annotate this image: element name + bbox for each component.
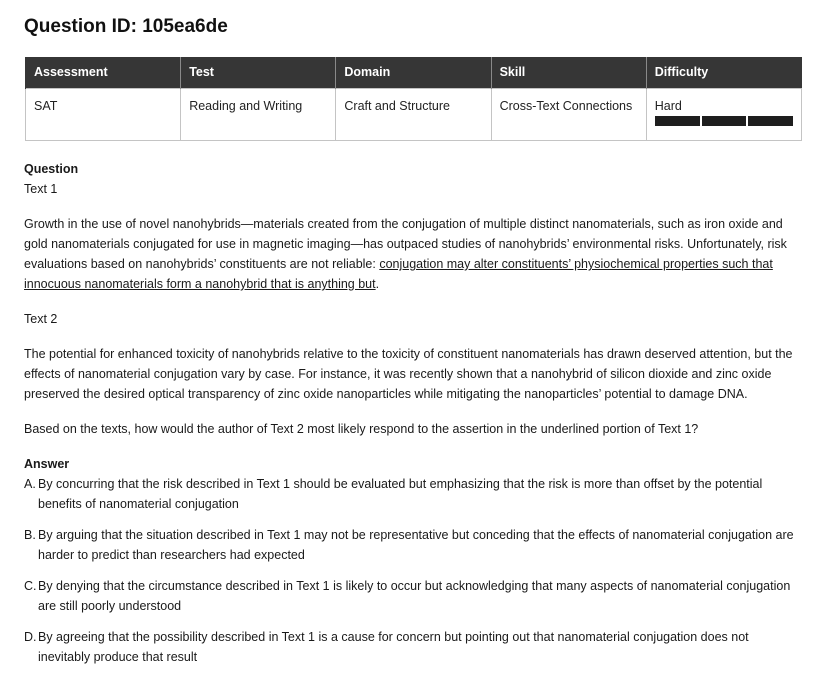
- difficulty-meter: [655, 116, 793, 126]
- choice-text: By concurring that the risk described in Text 1 should be evaluated but emphasizing that the risk is more than offset by the potential benefits of nanomaterial conjugation: [38, 477, 763, 511]
- text1-label: Text 1: [24, 182, 58, 196]
- page-title: Question ID: 105ea6de: [24, 16, 228, 37]
- answer-choices: [24, 474, 804, 667]
- choice-text: By agreeing that the possibility described in Text 1 is a cause for concern but pointing out that nanomaterial conjugation does not inevitably produce that result: [38, 630, 749, 664]
- text1-passage: [24, 214, 804, 294]
- value-skill: Cross-Text Connections: [491, 88, 646, 140]
- difficulty-label: Hard: [654, 98, 682, 113]
- meta-header-row: [26, 57, 802, 88]
- question-meta-table: [25, 57, 802, 141]
- difficulty-bar: [655, 116, 700, 126]
- text1-underlined: conjugation may alter constituents’ physiochemical properties such that innocuous nanomaterials form a nanohybrid that is anything but: [24, 257, 773, 291]
- choice-text: By arguing that the situation described in Text 1 may not be representative but conceding that the effects of nanomaterial conjugation are harder to predict than researchers had expected: [38, 528, 794, 562]
- meta-value-row: [26, 88, 802, 140]
- question-prompt: Based on the texts, how would the author of Text 2 most likely respond to the assertion in the underlined portion of Text 1?: [24, 422, 699, 436]
- choice-letter: B.: [24, 528, 36, 542]
- question-content: [24, 159, 804, 678]
- choice-letter: C.: [24, 579, 37, 593]
- choice-text: By denying that the circumstance described in Text 1 is likely to occur but acknowledging that many aspects of nanomaterial conjugation are still poorly understood: [38, 579, 791, 613]
- answer-choice-b[interactable]: [24, 525, 804, 565]
- header-test: Test: [181, 57, 336, 88]
- header-skill: Skill: [491, 57, 646, 88]
- text1-after: .: [375, 277, 380, 291]
- value-test: Reading and Writing: [181, 88, 336, 140]
- choice-letter: D.: [24, 630, 37, 644]
- value-assessment: SAT: [26, 88, 181, 140]
- value-difficulty-cell: [646, 88, 801, 140]
- question-label: Question: [24, 162, 79, 176]
- text1-before: Growth in the use of novel nanohybrids—materials created from the conjugation of multiple distinct nanomaterials, such as iron oxide and gold nanomaterials conjugated for use in magnetic imaging—has outpaced studies of nanohybrids’ environmental risks. Unfortunately, risk evaluations based on nanohybrids’ constituents are not reliable:: [24, 217, 787, 271]
- answer-choice-d[interactable]: [24, 627, 804, 667]
- header-assessment: Assessment: [26, 57, 181, 88]
- difficulty-bar: [748, 116, 793, 126]
- difficulty-bar: [702, 116, 747, 126]
- value-domain: Craft and Structure: [336, 88, 491, 140]
- answer-label: Answer: [24, 457, 70, 471]
- text2-passage: The potential for enhanced toxicity of nanohybrids relative to the toxicity of constituent nanomaterials has drawn deserved attention, but the effects of nanomaterial conjugation vary by case. For instance, it was recently shown that a nanohybrid of silicon dioxide and zinc oxide preserved the desired optical transparency of zinc oxide nanoparticles while mitigating the nanoparticles’ potential to damage DNA.: [24, 347, 793, 401]
- answer-choice-a[interactable]: [24, 474, 804, 514]
- header-domain: Domain: [336, 57, 491, 88]
- answer-choice-c[interactable]: [24, 576, 804, 616]
- choice-letter: A.: [24, 477, 36, 491]
- text2-label: Text 2: [24, 312, 58, 326]
- header-difficulty: Difficulty: [646, 57, 801, 88]
